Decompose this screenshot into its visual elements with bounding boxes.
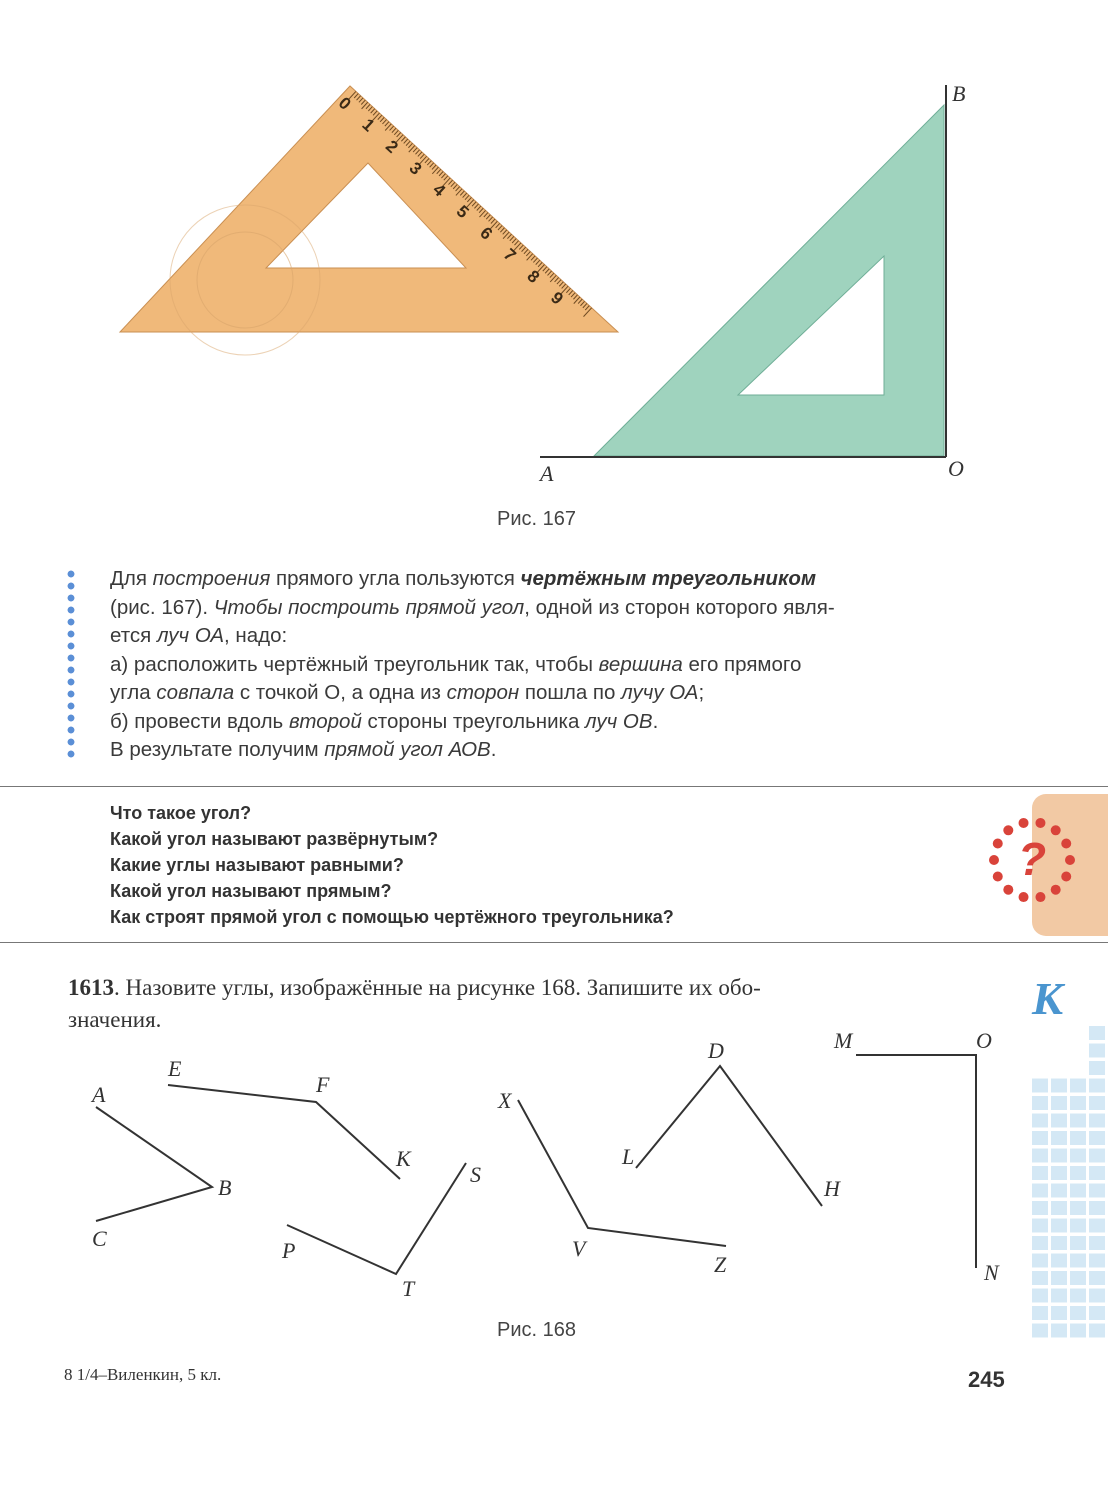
theory-line: б) провести вдоль второй стороны треугольника луч ОВ. (110, 709, 659, 733)
grid-cell (1070, 1236, 1086, 1250)
grid-cell (1089, 1289, 1105, 1303)
theory-line: (рис. 167). Чтобы построить прямой угол, одной из сторон которого явля- (110, 595, 835, 619)
grid-cell (1070, 1254, 1086, 1268)
figure-168-caption: Рис. 168 (497, 1319, 576, 1341)
grid-cell (1032, 1306, 1048, 1320)
question-ring-dot (1035, 818, 1045, 828)
label-o: O (976, 1028, 992, 1053)
task-text: . Назовите углы, изображённые на рисунке 168. Запишите их обо- (114, 975, 761, 1000)
dotted-margin-marker (66, 568, 76, 760)
grid-cell (1089, 1271, 1105, 1285)
grid-cell (1051, 1271, 1067, 1285)
label-p: P (282, 1238, 296, 1263)
grid-cell (1051, 1114, 1067, 1128)
label-f: F (316, 1072, 330, 1097)
grid-cell (1070, 1114, 1086, 1128)
grid-cell (1051, 1149, 1067, 1163)
question-ring-dot (1003, 885, 1013, 895)
grid-cell (1070, 1289, 1086, 1303)
grid-cell (1032, 1131, 1048, 1145)
grid-cell (1032, 1079, 1048, 1093)
question-ring-dot (989, 855, 999, 865)
label-s: S (470, 1162, 481, 1187)
question-item: Как строят прямой угол с помощью чертёжного треугольника? (110, 907, 674, 927)
grid-cell (1089, 1306, 1105, 1320)
grid-cell (1032, 1114, 1048, 1128)
label-k: K (396, 1146, 411, 1171)
grid-cell (1089, 1254, 1105, 1268)
grid-cell (1032, 1166, 1048, 1180)
grid-cell (1089, 1114, 1105, 1128)
grid-cell (1089, 1096, 1105, 1110)
grid-cell (1070, 1096, 1086, 1110)
label-e: E (168, 1056, 182, 1081)
question-ring-dot (1065, 855, 1075, 865)
angle-mon (856, 1055, 976, 1268)
grid-cell (1051, 1306, 1067, 1320)
side-grid-marker (1030, 970, 1108, 1342)
grid-cell (1051, 1254, 1067, 1268)
grid-cell (1032, 1324, 1048, 1338)
grid-cell (1089, 1079, 1105, 1093)
ruler-number: 8 (523, 266, 544, 287)
grid-cell (1032, 1149, 1048, 1163)
grid-cell (1032, 1254, 1048, 1268)
ruler-number: 9 (546, 288, 567, 309)
label-a: A (92, 1082, 106, 1107)
grid-cell (1051, 1096, 1067, 1110)
question-ring-dot (1051, 885, 1061, 895)
grid-cell (1032, 1289, 1048, 1303)
theory-line: ется луч ОА, надо: (110, 624, 288, 647)
grid-cell (1089, 1061, 1105, 1075)
task-number: 1613 (68, 975, 114, 1000)
grid-cell (1051, 1201, 1067, 1215)
grid-cell (1070, 1149, 1086, 1163)
page-number: 245 (968, 1367, 1005, 1392)
grid-cell (1070, 1166, 1086, 1180)
grid-cell (1051, 1184, 1067, 1198)
grid-cell (1051, 1166, 1067, 1180)
ruler-number: 4 (429, 179, 449, 201)
theory-line: а) расположить чертёжный треугольник так, чтобы вершина его прямого (110, 652, 802, 676)
grid-cell (1089, 1324, 1105, 1338)
question-ring-dot (993, 839, 1003, 849)
grid-cell (1089, 1166, 1105, 1180)
theory-line: Для построения прямого угла пользуются чертёжным треугольником (110, 567, 817, 590)
footer-signature: 8 1/4–Виленкин, 5 кл. (64, 1365, 222, 1384)
grid-cell (1070, 1131, 1086, 1145)
task-text-continued: значения. (68, 1007, 162, 1032)
grid-cell (1070, 1271, 1086, 1285)
angle-ldh (636, 1066, 822, 1206)
question-item: Какие углы называют равными? (110, 855, 404, 875)
ruler-number: 6 (476, 223, 497, 244)
angle-xvz (518, 1100, 726, 1246)
figure-167 (0, 0, 1108, 540)
ruler-number: 0 (334, 93, 355, 114)
label-c: C (92, 1226, 107, 1251)
green-set-square (594, 105, 944, 456)
label-x: X (498, 1088, 512, 1113)
grid-cell (1089, 1201, 1105, 1215)
grid-cell (1032, 1096, 1048, 1110)
label-b: B (952, 81, 966, 106)
question-ring-dot (1019, 818, 1029, 828)
question-ring-dot (1003, 825, 1013, 835)
question-ring-dot (1035, 892, 1045, 902)
grid-cell (1051, 1131, 1067, 1145)
review-questions (110, 800, 674, 930)
divider-bottom (0, 942, 1108, 943)
theory-line: В результате получим прямой угол АОВ. (110, 738, 497, 761)
question-item: Какой угол называют развёрнутым? (110, 829, 439, 849)
section-letter: К (1032, 973, 1064, 1024)
angle-pts (287, 1163, 466, 1274)
grid-cell (1089, 1026, 1105, 1040)
grid-cell (1070, 1324, 1086, 1338)
label-z: Z (714, 1252, 727, 1277)
grid-cell (1070, 1219, 1086, 1233)
grid-cell (1051, 1079, 1067, 1093)
divider-top (0, 786, 1108, 787)
question-item: Что такое угол? (110, 803, 252, 823)
question-ring-dot (1019, 892, 1029, 902)
label-l: L (622, 1144, 635, 1169)
question-mark-icon (984, 812, 1080, 908)
angle-efk (168, 1085, 400, 1179)
grid-cell (1051, 1219, 1067, 1233)
grid-cell (1051, 1289, 1067, 1303)
grid-cell (1070, 1079, 1086, 1093)
label-n: N (984, 1260, 999, 1285)
grid-cell (1051, 1236, 1067, 1250)
ruler-number: 5 (452, 201, 473, 222)
theory-block (110, 565, 1030, 765)
label-t: T (402, 1276, 415, 1301)
question-item: Какой угол называют прямым? (110, 881, 392, 901)
grid-cell (1070, 1306, 1086, 1320)
grid-cell (1051, 1324, 1067, 1338)
label-a: A (540, 461, 554, 486)
ruler-number: 3 (405, 158, 426, 179)
question-ring-dot (1051, 825, 1061, 835)
label-v: V (572, 1236, 586, 1261)
grid-cell (1089, 1149, 1105, 1163)
grid-cell (1089, 1184, 1105, 1198)
grid-cell (1089, 1131, 1105, 1145)
grid-cell (1032, 1236, 1048, 1250)
label-d: D (708, 1038, 724, 1063)
grid-cell (1032, 1271, 1048, 1285)
figure-167-caption: Рис. 167 (497, 508, 576, 530)
grid-cell (1070, 1184, 1086, 1198)
label-m: M (834, 1028, 853, 1053)
angle-abc (96, 1107, 212, 1221)
grid-cell (1089, 1236, 1105, 1250)
question-ring-dot (993, 871, 1003, 881)
label-o: O (948, 456, 964, 481)
question-ring-dot (1061, 871, 1071, 881)
grid-cell (1089, 1044, 1105, 1058)
grid-cell (1032, 1201, 1048, 1215)
label-h: H (824, 1176, 840, 1201)
ruler-number: 2 (381, 136, 402, 158)
label-b: B (218, 1175, 232, 1200)
grid-cell (1070, 1201, 1086, 1215)
grid-cell (1032, 1184, 1048, 1198)
ruler-number: 7 (499, 244, 520, 266)
figure-168 (0, 1020, 1030, 1320)
grid-cell (1089, 1219, 1105, 1233)
question-ring-dot (1061, 839, 1071, 849)
svg-text:?: ? (1017, 833, 1047, 885)
ruler-number: 1 (358, 115, 379, 136)
grid-cell (1032, 1219, 1048, 1233)
theory-line: угла совпала с точкой О, а одна из сторон пошла по лучу ОА; (110, 681, 705, 704)
